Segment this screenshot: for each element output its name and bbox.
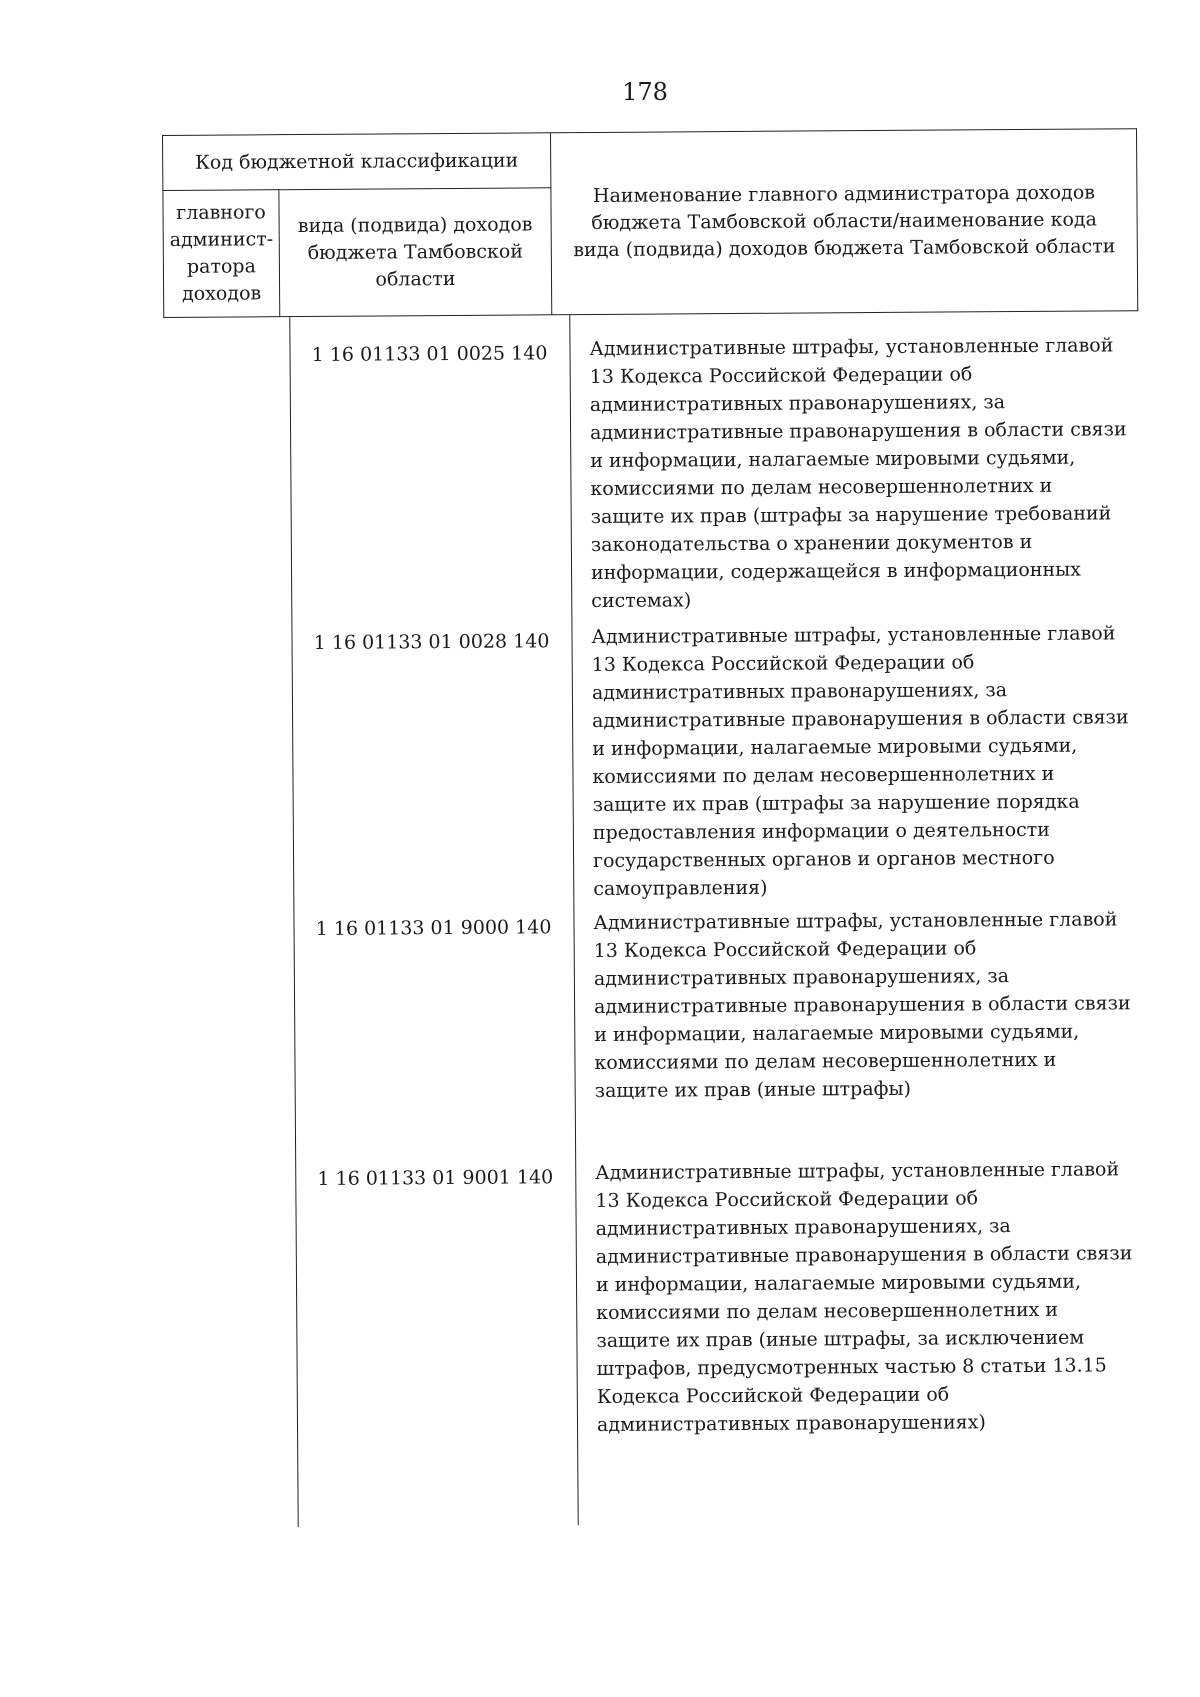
header-admin-column: главного админист-ратора доходов <box>163 190 280 318</box>
header-name-column: Наименование главного администратора доходов бюджета Тамбовской области/наименование кода вида (подвида) доходов бюджета Тамбовской области <box>551 129 1138 315</box>
income-name-cell: Административные штрафы, установленные главой 13 Кодекса Российской Федерации об административных правонарушениях, за административные правонарушения в области связи и информации, налагаемые мировыми судьями, комиссиями по делам несовершеннолетних и защите их прав (иные штрафы) <box>593 908 1131 1103</box>
admin-code-cell <box>163 337 291 626</box>
table-row <box>165 619 1141 912</box>
table-header <box>162 128 1138 318</box>
table-body <box>163 311 1145 1492</box>
income-name-cell: Административные штрафы, установленные главой 13 Кодекса Российской Федерации об административных правонарушениях, за административные правонарушения в области связи и информации, налагаемые мировыми судьями, комиссиями по делам несовершеннолетних и защите их прав (иные штрафы, за исключением штрафов, предусмотренных частью 8 статьи 13.15 Кодекса Российской Федерации об административных правонарушениях) <box>595 1158 1133 1436</box>
page-number: 178 <box>622 78 668 106</box>
income-name-cell: Административные штрафы, установленные главой 13 Кодекса Российской Федерации об административных правонарушениях, за административные правонарушения в области связи и информации, налагаемые мировыми судьями, комиссиями по делам несовершеннолетних и защите их прав (штрафы за нарушение требований законодательства о хранении документов и информации, содержащейся в информационных системах) <box>589 334 1127 613</box>
table-row <box>169 1155 1145 1492</box>
income-code-cell: 1 16 01133 01 9001 140 <box>317 1166 554 1190</box>
admin-code-cell <box>165 625 293 912</box>
header-group-title: Код бюджетной классификации <box>163 133 551 191</box>
income-name-cell: Административные штрафы, установленные главой 13 Кодекса Российской Федерации об административных правонарушениях, за административные правонарушения в области связи и информации, налагаемые мировыми судьями, комиссиями по делам несовершеннолетних и защите их прав (штрафы за нарушение порядка предоставления информации о деятельности государственных органов и органов местного самоуправления) <box>591 622 1129 901</box>
admin-code-cell <box>169 1161 297 1492</box>
income-code-cell: 1 16 01133 01 0025 140 <box>311 342 548 366</box>
income-code-cell: 1 16 01133 01 9000 140 <box>315 916 552 940</box>
header-code-column: вида (подвида) доходов бюджета Тамбовской области <box>279 188 552 317</box>
table-row <box>167 905 1143 1162</box>
budget-classification-table <box>162 128 1145 1492</box>
table-row <box>163 311 1139 626</box>
income-code-cell: 1 16 01133 01 0028 140 <box>313 630 550 654</box>
admin-code-cell <box>167 911 295 1162</box>
